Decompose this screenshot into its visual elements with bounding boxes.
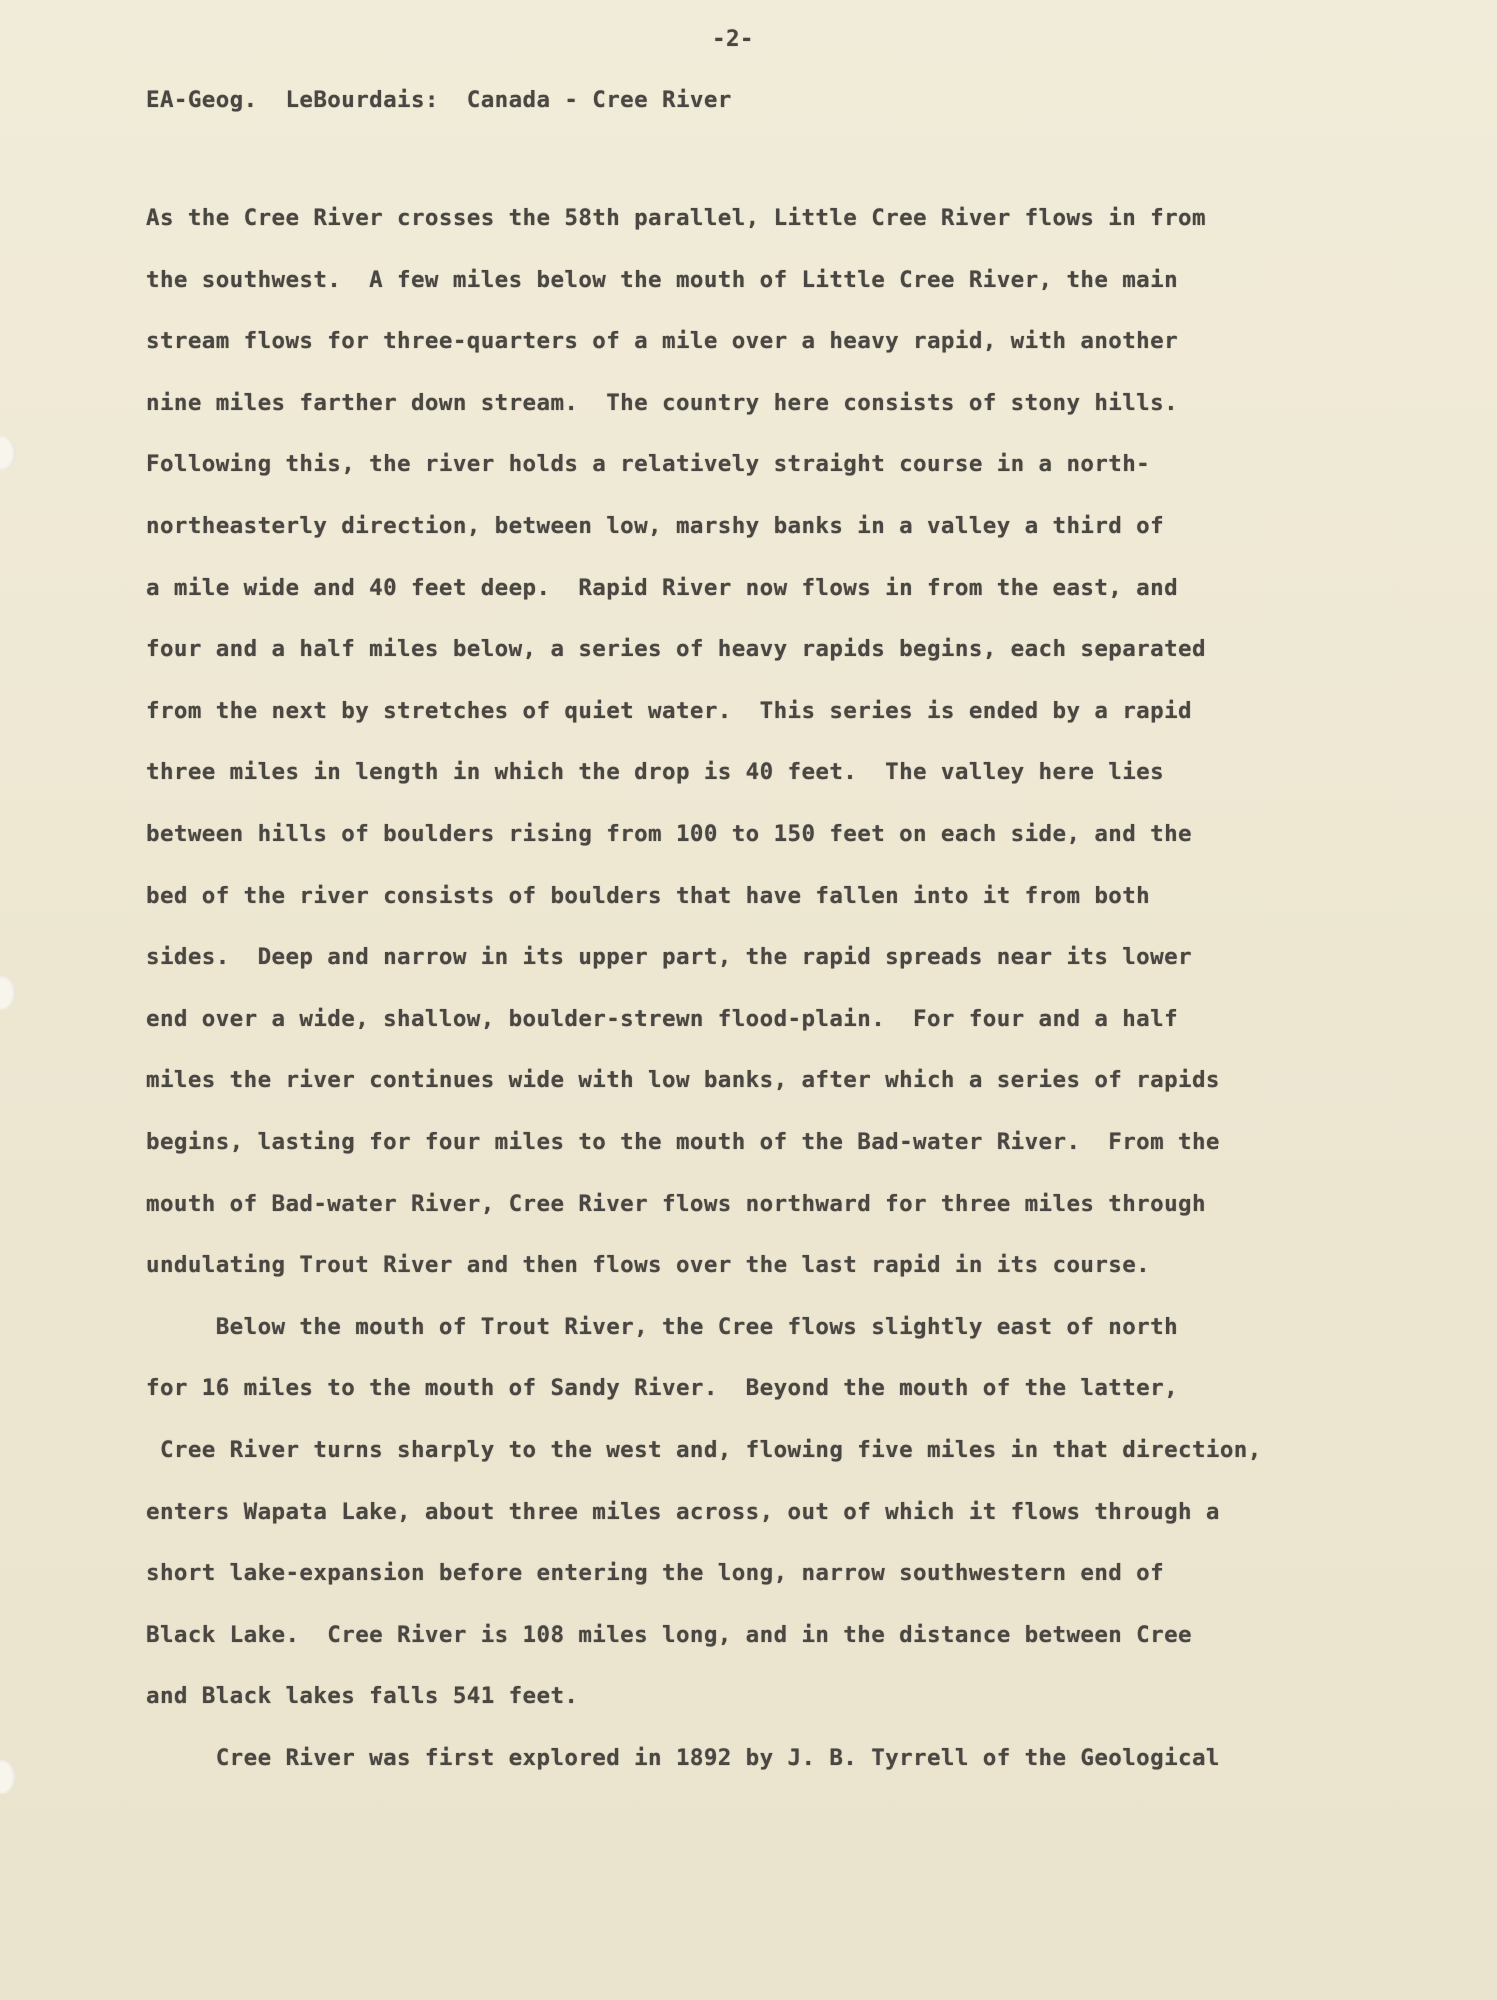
text-line: undulating Trout River and then flows over the last rapid in its course. bbox=[146, 1252, 1151, 1278]
text-line: for 16 miles to the mouth of Sandy River. Beyond the mouth of the latter, bbox=[146, 1375, 1179, 1401]
text-line: end over a wide, shallow, boulder-strewn flood-plain. For four and a half bbox=[146, 1006, 1179, 1032]
punch-hole bbox=[0, 976, 16, 1010]
text-line: northeasterly direction, between low, marshy banks in a valley a third of bbox=[146, 513, 1165, 539]
text-line: Cree River was first explored in 1892 by J. B. Tyrrell of the Geological bbox=[146, 1745, 1220, 1771]
page-number: -2- bbox=[712, 26, 754, 52]
text-line: and Black lakes falls 541 feet. bbox=[146, 1683, 579, 1709]
text-line: the southwest. A few miles below the mouth of Little Cree River, the main bbox=[146, 267, 1179, 293]
punch-hole bbox=[0, 1760, 16, 1794]
text-line: between hills of boulders rising from 100 to 150 feet on each side, and the bbox=[146, 821, 1192, 847]
text-line: Below the mouth of Trout River, the Cree flows slightly east of north bbox=[146, 1314, 1179, 1340]
text-line: nine miles farther down stream. The country here consists of stony hills. bbox=[146, 390, 1179, 416]
text-line: Black Lake. Cree River is 108 miles long, and in the distance between Cree bbox=[146, 1622, 1192, 1648]
text-line: stream flows for three-quarters of a mile over a heavy rapid, with another bbox=[146, 328, 1179, 354]
text-line: Cree River turns sharply to the west and, flowing five miles in that direction, bbox=[146, 1437, 1262, 1463]
text-line: four and a half miles below, a series of heavy rapids begins, each separated bbox=[146, 636, 1206, 662]
text-line: Following this, the river holds a relatively straight course in a north- bbox=[146, 451, 1151, 477]
text-line: enters Wapata Lake, about three miles across, out of which it flows through a bbox=[146, 1499, 1220, 1525]
text-line: short lake-expansion before entering the long, narrow southwestern end of bbox=[146, 1560, 1165, 1586]
text-line: three miles in length in which the drop is 40 feet. The valley here lies bbox=[146, 759, 1165, 785]
text-line: begins, lasting for four miles to the mouth of the Bad-water River. From the bbox=[146, 1129, 1220, 1155]
text-line: from the next by stretches of quiet water. This series is ended by a rapid bbox=[146, 698, 1192, 724]
document-header: EA-Geog. LeBourdais: Canada - Cree River bbox=[146, 87, 732, 113]
punch-hole bbox=[0, 436, 16, 470]
text-line: miles the river continues wide with low banks, after which a series of rapids bbox=[146, 1067, 1220, 1093]
text-line: mouth of Bad-water River, Cree River flows northward for three miles through bbox=[146, 1191, 1206, 1217]
text-line: a mile wide and 40 feet deep. Rapid River now flows in from the east, and bbox=[146, 575, 1179, 601]
text-line: sides. Deep and narrow in its upper part, the rapid spreads near its lower bbox=[146, 944, 1192, 970]
text-line: As the Cree River crosses the 58th parallel, Little Cree River flows in from bbox=[146, 205, 1206, 231]
text-line: bed of the river consists of boulders that have fallen into it from both bbox=[146, 883, 1151, 909]
